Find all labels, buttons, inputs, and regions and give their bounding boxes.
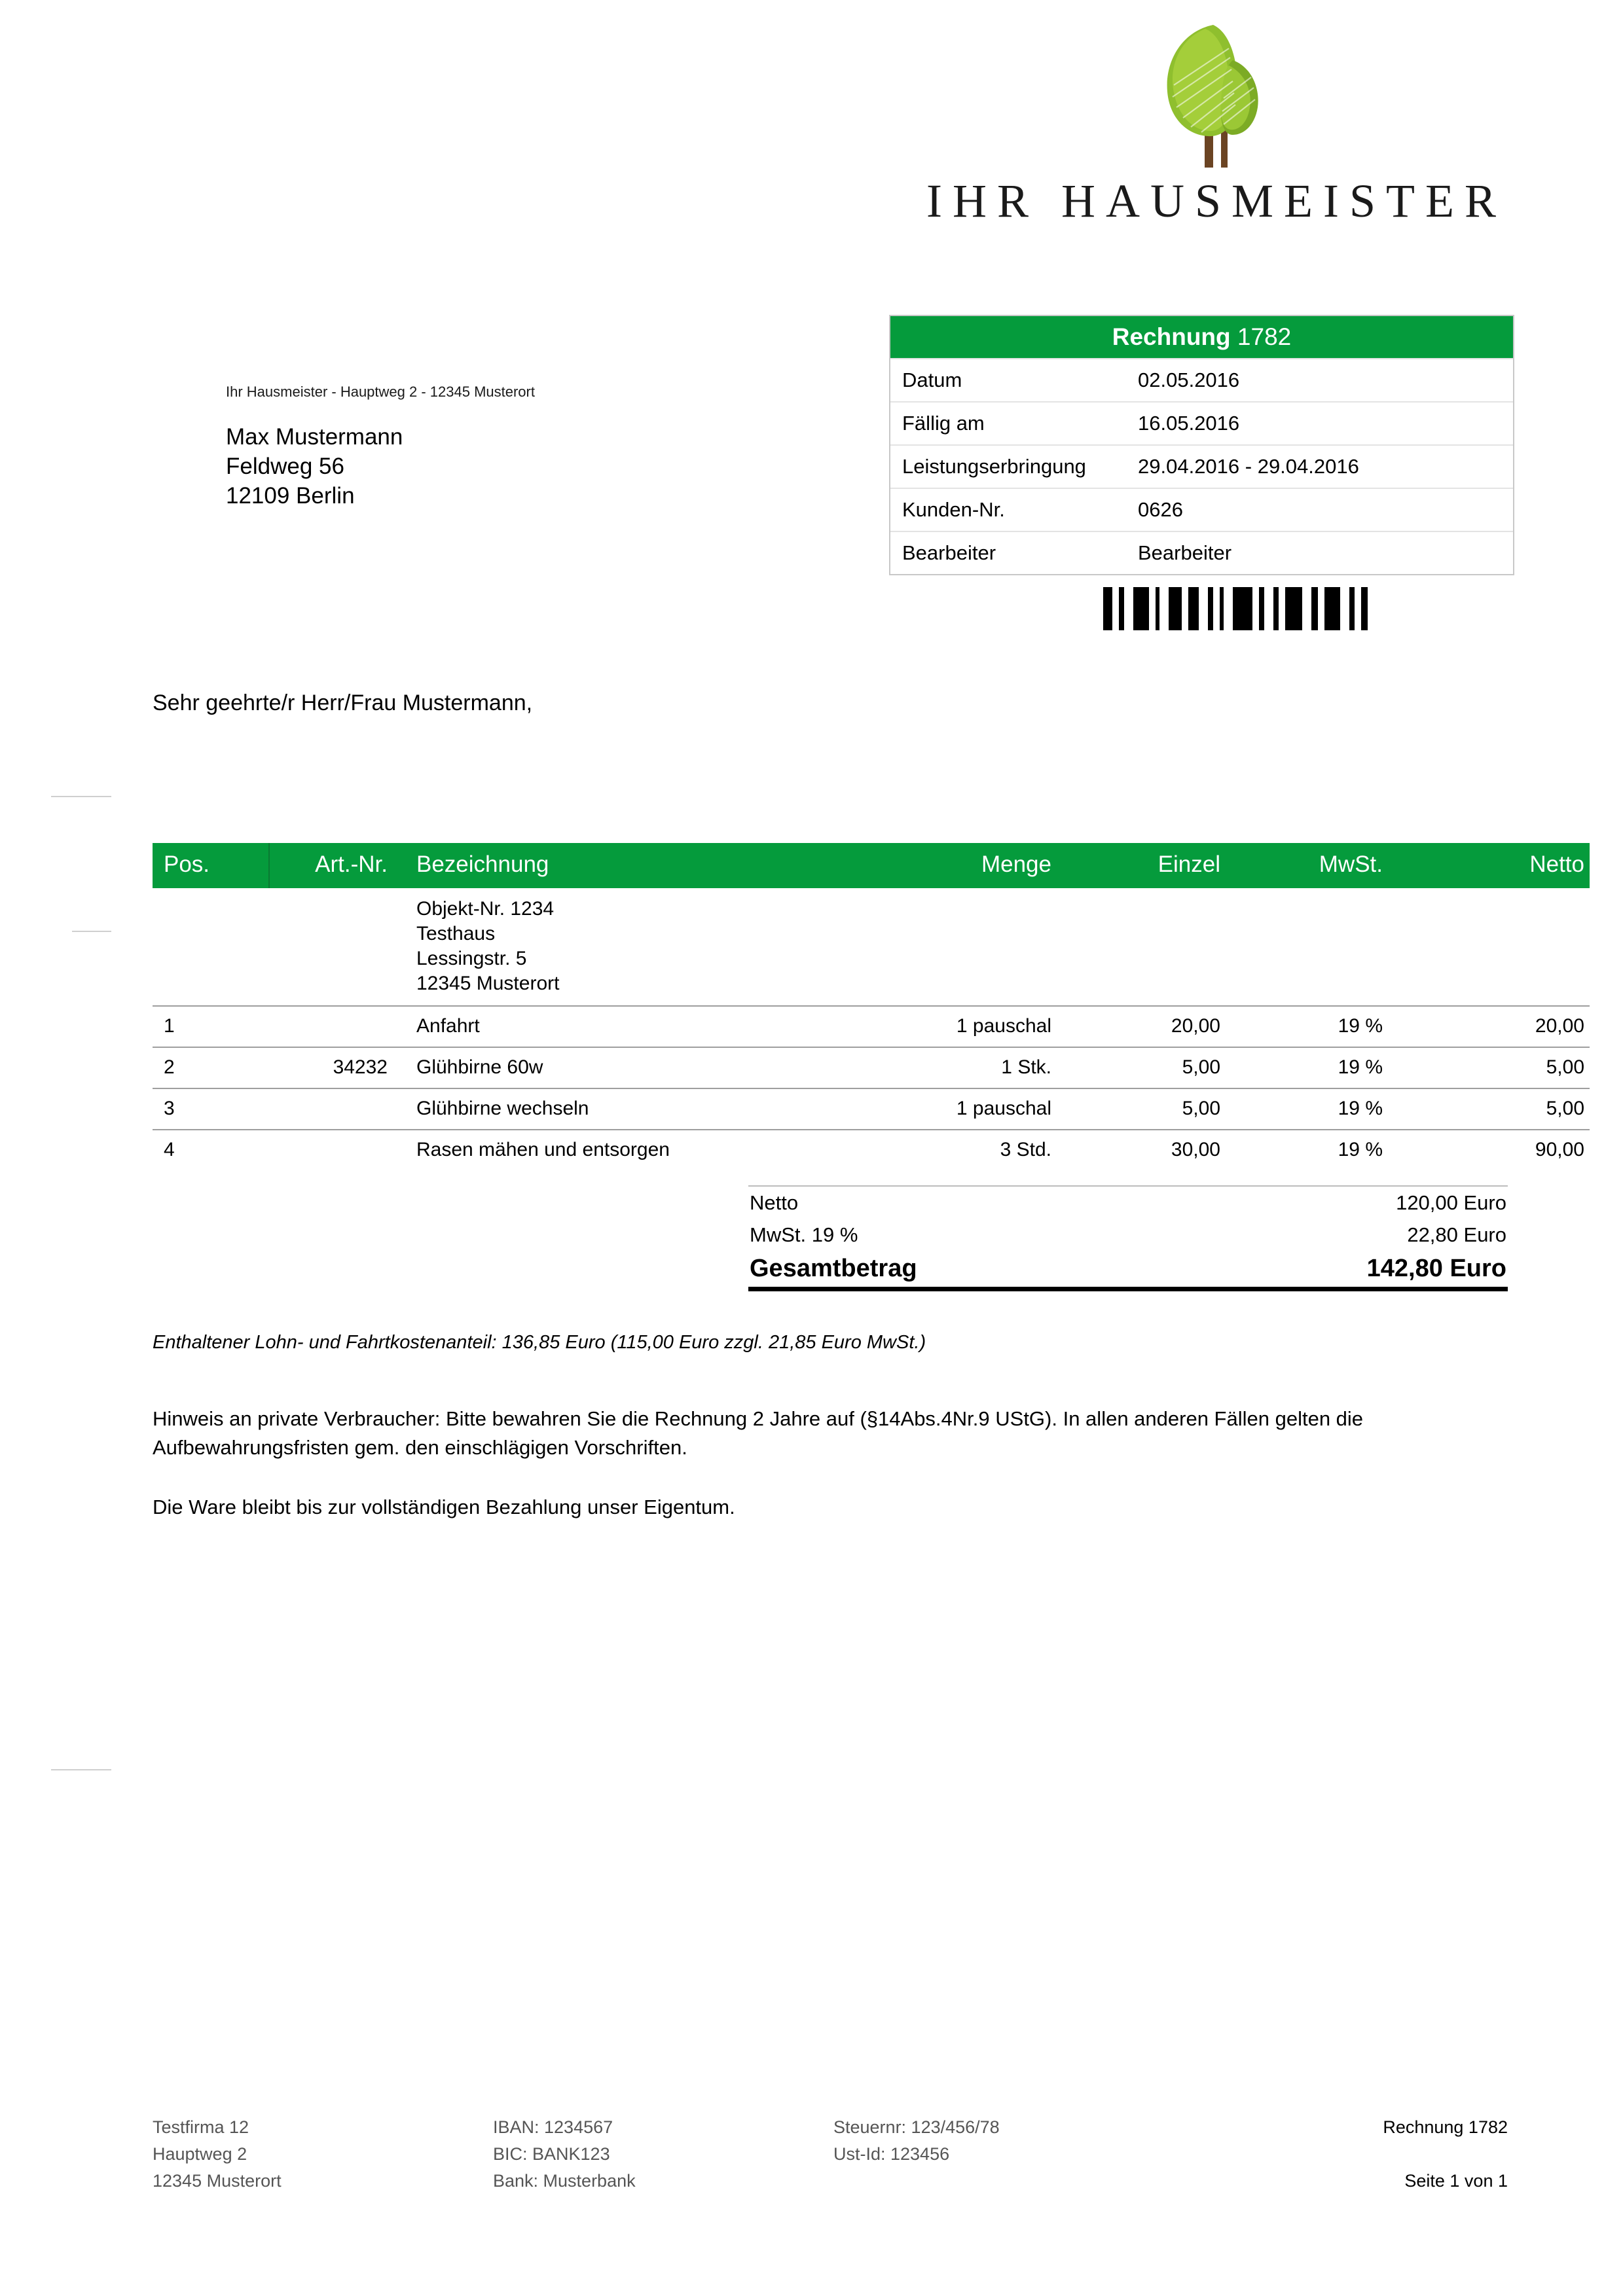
cell-mwst: 19 %: [1232, 1088, 1395, 1130]
cell-menge: 1 pauschal: [835, 1088, 1063, 1130]
totals-value-netto: 120,00 Euro: [1396, 1191, 1506, 1214]
meta-label-faellig-am: Fällig am: [902, 412, 985, 435]
barcode-bar: [1233, 587, 1252, 630]
sender-return-address: Ihr Hausmeister - Hauptweg 2 - 12345 Musterort: [226, 384, 535, 400]
barcode-bar: [1169, 587, 1182, 630]
cell-menge: 1 pauschal: [835, 1006, 1063, 1047]
barcode-bar: [1285, 587, 1302, 630]
barcode-bar: [1361, 587, 1368, 630]
footer-page-ref: Seite 1 von 1: [1404, 2171, 1508, 2191]
barcode-bar: [1156, 587, 1159, 630]
meta-label-datum: Datum: [902, 368, 962, 391]
meta-label-bearbeiter: Bearbeiter: [902, 541, 996, 564]
recipient-street: Feldweg 56: [226, 454, 344, 479]
ownership-note: Die Ware bleibt bis zur vollständigen Bezahlung unser Eigentum.: [153, 1496, 735, 1518]
column-header-artnr: Art.-Nr.: [269, 843, 402, 888]
labour-share-note: Enthaltener Lohn- und Fahrtkostenanteil: 136,85 Euro (115,00 Euro zzgl. 21,85 Euro MwSt.): [153, 1332, 926, 1353]
totals-value-mwst: 22,80 Euro: [1407, 1223, 1506, 1246]
cell-menge: 3 Std.: [835, 1130, 1063, 1170]
table-row: [153, 1130, 1590, 1170]
meta-value-bearbeiter: Bearbeiter: [1138, 541, 1232, 564]
invoice-title: [890, 316, 1513, 358]
object-block-row: [153, 888, 1590, 1006]
recipient-address: [226, 422, 403, 511]
tree-icon: [1142, 20, 1280, 170]
footer-document-column: [1252, 2114, 1508, 2195]
cell-desc: Anfahrt: [402, 1006, 835, 1047]
barcode-bar: [1349, 587, 1355, 630]
table-row: [153, 1006, 1590, 1047]
meta-value-datum: 02.05.2016: [1138, 368, 1240, 391]
column-header-pos: Pos.: [153, 843, 269, 888]
recipient-city: 12109 Berlin: [226, 483, 355, 509]
cell-mwst: 19 %: [1232, 1006, 1395, 1047]
totals-row-netto: [748, 1187, 1508, 1219]
barcode: [1103, 587, 1377, 630]
cell-artnr: 34232: [269, 1047, 402, 1088]
barcode-bar: [1220, 587, 1224, 630]
object-city: 12345 Musterort: [416, 973, 560, 994]
fold-mark-top: [51, 796, 111, 797]
footer-tax-column: [833, 2114, 1252, 2195]
barcode-bar: [1273, 587, 1279, 630]
barcode-bar: [1103, 587, 1112, 630]
cell-menge: 1 Stk.: [835, 1047, 1063, 1088]
totals-label-gesamtbetrag: Gesamtbetrag: [750, 1255, 917, 1282]
meta-label-kunden-nr: Kunden-Nr.: [902, 498, 1005, 521]
cell-artnr: [269, 1088, 402, 1130]
meta-value-kunden-nr: 0626: [1138, 498, 1183, 521]
meta-label-leistungserbringung: Leistungserbringung: [902, 455, 1086, 478]
object-number: Objekt-Nr. 1234: [416, 898, 555, 920]
cell-pos: 3: [153, 1088, 269, 1130]
column-header-bezeichnung: Bezeichnung: [402, 843, 835, 888]
totals-row-mwst: [748, 1219, 1508, 1251]
barcode-bar: [1311, 587, 1318, 630]
table-row: [153, 1088, 1590, 1130]
meta-row-datum: [890, 358, 1513, 401]
meta-value-faellig-am: 16.05.2016: [1138, 412, 1240, 435]
barcode-bar: [1259, 587, 1264, 630]
invoice-title-label: Rechnung: [1112, 323, 1231, 350]
meta-row-leistungserbringung: [890, 444, 1513, 488]
cell-netto: 5,00: [1395, 1088, 1590, 1130]
totals-block: [748, 1185, 1508, 1291]
footer-company-column: [153, 2114, 493, 2195]
company-logo: [864, 20, 1558, 228]
column-header-einzel: Einzel: [1063, 843, 1232, 888]
barcode-bar: [1133, 587, 1149, 630]
footer-iban: IBAN: 1234567: [493, 2117, 613, 2137]
footer-company-street: Hauptweg 2: [153, 2144, 247, 2164]
cell-einzel: 5,00: [1063, 1047, 1232, 1088]
totals-label-netto: Netto: [750, 1191, 799, 1214]
fold-mark-middle: [72, 931, 111, 932]
cell-pos: 1: [153, 1006, 269, 1047]
footer-steuernr: Steuernr: 123/456/78: [833, 2117, 1000, 2137]
cell-desc: Glühbirne wechseln: [402, 1088, 835, 1130]
barcode-bar: [1324, 587, 1340, 630]
cell-einzel: 30,00: [1063, 1130, 1232, 1170]
object-street: Lessingstr. 5: [416, 948, 527, 969]
barcode-bar: [1208, 587, 1213, 630]
page-footer: [153, 2114, 1508, 2195]
meta-value-leistungserbringung: 29.04.2016 - 29.04.2016: [1138, 455, 1359, 478]
footer-bank: Bank: Musterbank: [493, 2171, 636, 2191]
fold-mark-bottom: [51, 1769, 111, 1770]
barcode-bar: [1119, 587, 1124, 630]
cell-netto: 90,00: [1395, 1130, 1590, 1170]
recipient-name: Max Mustermann: [226, 424, 403, 450]
invoice-meta-box: [889, 315, 1514, 575]
meta-row-faellig-am: [890, 401, 1513, 444]
footer-bic: BIC: BANK123: [493, 2144, 610, 2164]
barcode-bar: [1188, 587, 1199, 630]
footer-bank-column: [493, 2114, 833, 2195]
cell-mwst: 19 %: [1232, 1130, 1395, 1170]
column-header-menge: Menge: [835, 843, 1063, 888]
totals-row-gesamtbetrag: [748, 1251, 1508, 1285]
footer-ustid: Ust-Id: 123456: [833, 2144, 950, 2164]
invoice-number: 1782: [1237, 323, 1292, 350]
company-wordmark: IHR HAUSMEISTER: [926, 175, 1507, 227]
meta-row-kunden-nr: [890, 488, 1513, 531]
cell-pos: 4: [153, 1130, 269, 1170]
line-items-table: [153, 843, 1590, 1170]
object-block: [402, 888, 835, 1006]
cell-mwst: 19 %: [1232, 1047, 1395, 1088]
cell-einzel: 5,00: [1063, 1088, 1232, 1130]
footer-doc-ref: Rechnung 1782: [1383, 2117, 1508, 2137]
cell-pos: 2: [153, 1047, 269, 1088]
cell-netto: 20,00: [1395, 1006, 1590, 1047]
totals-value-gesamtbetrag: 142,80 Euro: [1366, 1255, 1506, 1282]
totals-label-mwst: MwSt. 19 %: [750, 1223, 858, 1246]
retention-note: Hinweis an private Verbraucher: Bitte bewahren Sie die Rechnung 2 Jahre auf (§14Abs.4Nr.9 UStG). In allen anderen Fällen gelten die Aufbewahrungsfristen gem. den einschlägigen Vorschriften.: [153, 1407, 1364, 1459]
cell-desc: Glühbirne 60w: [402, 1047, 835, 1088]
column-header-netto: Netto: [1395, 843, 1590, 888]
cell-einzel: 20,00: [1063, 1006, 1232, 1047]
table-row: [153, 1047, 1590, 1088]
salutation: Sehr geehrte/r Herr/Frau Mustermann,: [153, 691, 533, 715]
cell-artnr: [269, 1006, 402, 1047]
cell-artnr: [269, 1130, 402, 1170]
column-header-mwst: MwSt.: [1232, 843, 1395, 888]
footer-company-city: 12345 Musterort: [153, 2171, 282, 2191]
table-header-row: [153, 843, 1590, 888]
totals-bottom-rule: [748, 1287, 1508, 1291]
meta-row-bearbeiter: [890, 531, 1513, 574]
footer-company-name: Testfirma 12: [153, 2117, 249, 2137]
cell-netto: 5,00: [1395, 1047, 1590, 1088]
cell-desc: Rasen mähen und entsorgen: [402, 1130, 835, 1170]
object-name: Testhaus: [416, 923, 496, 944]
